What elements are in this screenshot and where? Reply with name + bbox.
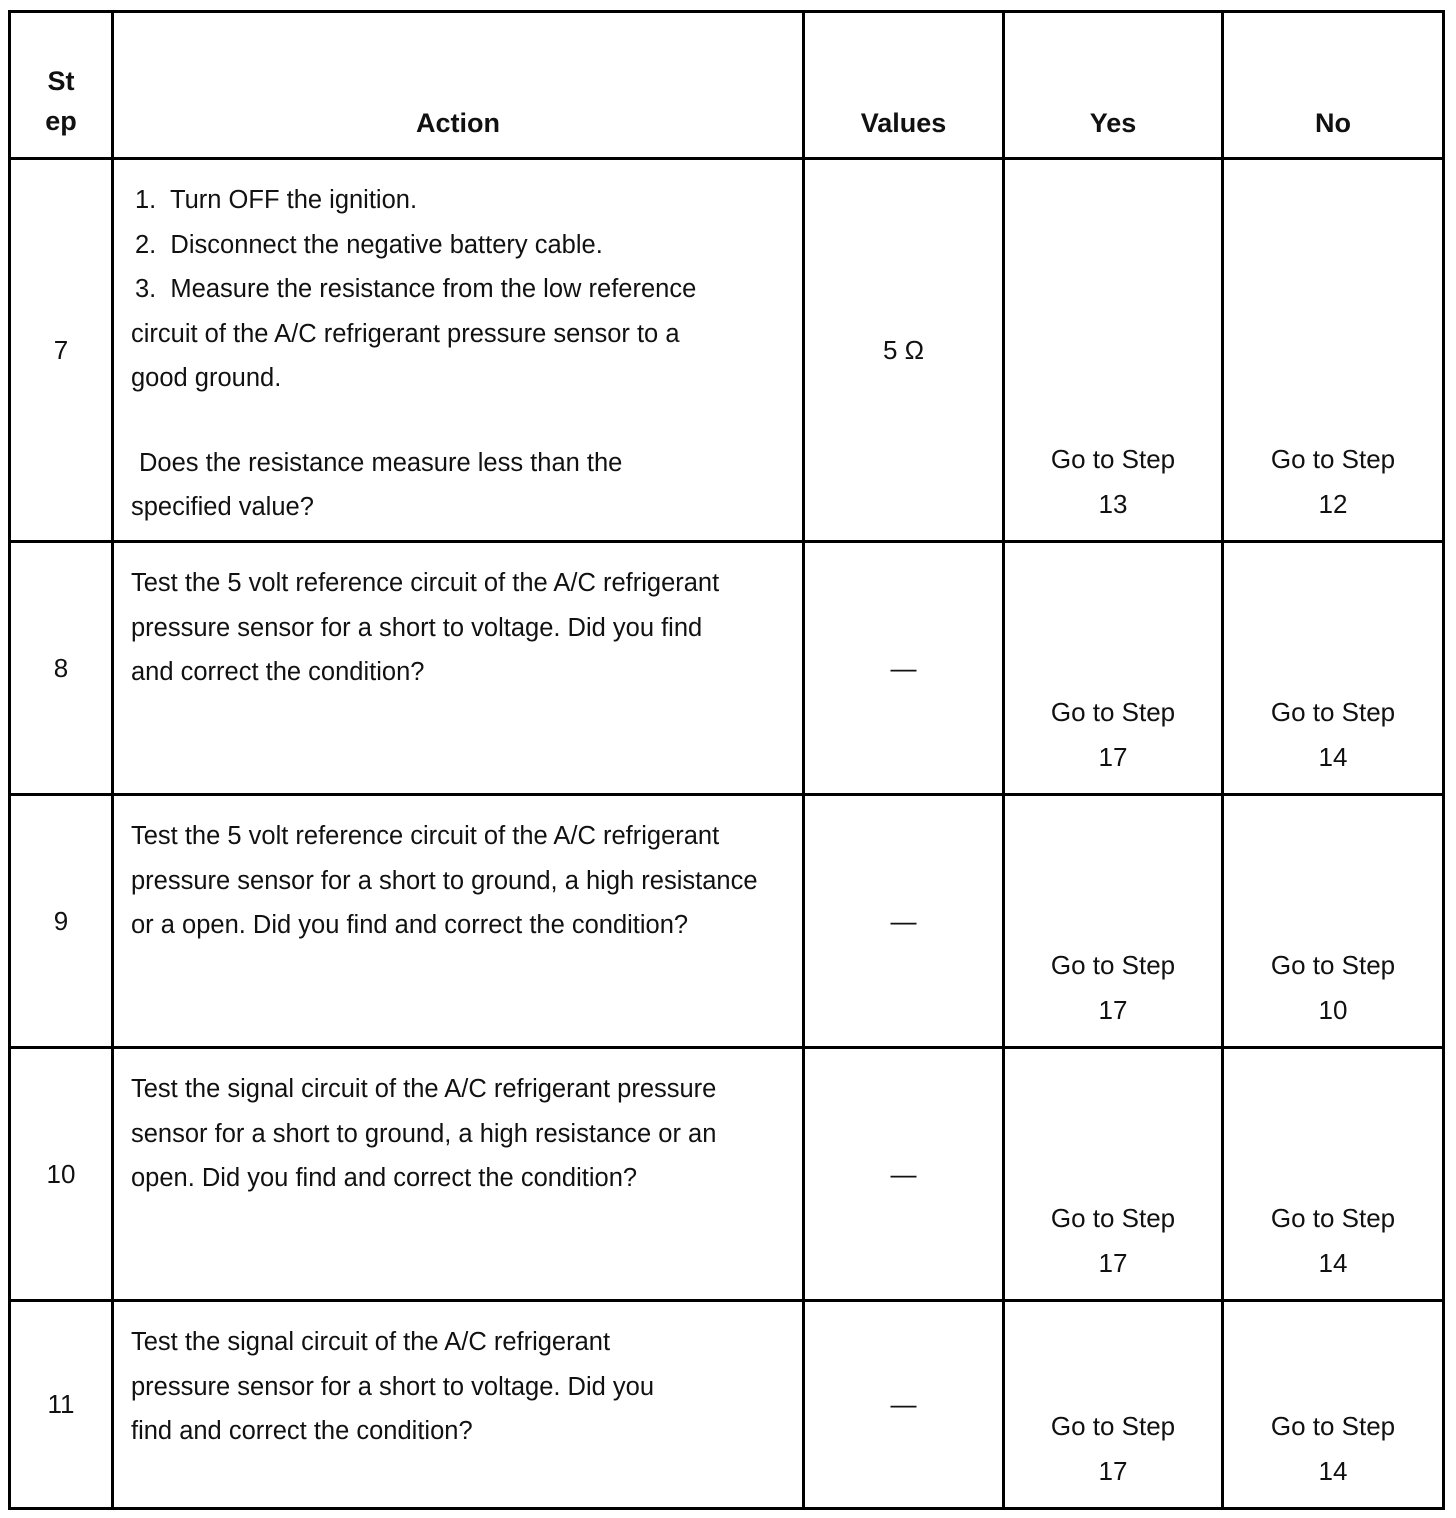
no-target: Go to Step 14 <box>1270 1203 1396 1278</box>
yes-target: Go to Step 17 <box>1050 1203 1176 1278</box>
header-step: St ep <box>11 13 114 160</box>
diagnostic-table <box>8 10 1445 1510</box>
no-cell <box>1224 796 1445 1049</box>
yes-target: Go to Step 17 <box>1050 950 1176 1025</box>
action-question: Does the resistance measure less than the specified value? <box>131 448 623 521</box>
step-number: 7 <box>11 160 114 543</box>
header-values: Values <box>805 13 1005 160</box>
step-number: 11 <box>11 1302 114 1510</box>
yes-cell <box>1005 796 1224 1049</box>
value-cell: — <box>805 796 1005 1049</box>
header-no: No <box>1224 13 1445 160</box>
no-target: Go to Step 14 <box>1270 697 1396 772</box>
value-cell: — <box>805 543 1005 796</box>
yes-cell <box>1005 1049 1224 1302</box>
no-cell <box>1224 543 1445 796</box>
yes-cell <box>1005 1302 1224 1510</box>
action-text: Test the signal circuit of the A/C refrigerant pressure sensor for a short to ground, a high resistance or an open. Did you find and correct the condition? <box>131 1075 717 1192</box>
action-item: 1. Turn OFF the ignition. <box>135 186 418 214</box>
yes-target: Go to Step 17 <box>1050 697 1176 772</box>
no-target: Go to Step 12 <box>1270 444 1396 519</box>
header-action: Action <box>114 13 805 160</box>
action-item: 2. Disconnect the negative battery cable. <box>135 230 603 259</box>
action-text: Test the 5 volt reference circuit of the A/C refrigerant pressure sensor for a short to ground, a high resistance or a open. Did you find and correct the condition? <box>131 822 758 939</box>
step-number: 8 <box>11 543 114 796</box>
no-target: Go to Step 14 <box>1270 1411 1396 1486</box>
header-yes: Yes <box>1005 13 1224 160</box>
yes-target: Go to Step 13 <box>1050 444 1176 519</box>
no-target: Go to Step 10 <box>1270 950 1396 1025</box>
value-cell: — <box>805 1302 1005 1510</box>
action-text: Test the 5 volt reference circuit of the A/C refrigerant pressure sensor for a short to voltage. Did you find and correct the condition? <box>131 569 720 686</box>
yes-target: Go to Step 17 <box>1050 1411 1176 1486</box>
action-cell <box>114 1049 805 1302</box>
no-cell <box>1224 1302 1445 1510</box>
step-number: 9 <box>11 796 114 1049</box>
action-cell <box>114 543 805 796</box>
action-item: 3. Measure the resistance from the low reference circuit of the A/C refrigerant pressure sensor to a good ground. <box>131 275 704 392</box>
step-number: 10 <box>11 1049 114 1302</box>
value-cell: — <box>805 1049 1005 1302</box>
action-cell <box>114 796 805 1049</box>
action-cell <box>114 1302 805 1510</box>
action-cell <box>114 160 805 543</box>
no-cell <box>1224 1049 1445 1302</box>
no-cell <box>1224 160 1445 543</box>
yes-cell <box>1005 543 1224 796</box>
action-text: Test the signal circuit of the A/C refrigerant pressure sensor for a short to voltage. Did you find and correct the condition? <box>131 1328 655 1445</box>
value-cell: 5 Ω <box>805 160 1005 543</box>
yes-cell <box>1005 160 1224 543</box>
